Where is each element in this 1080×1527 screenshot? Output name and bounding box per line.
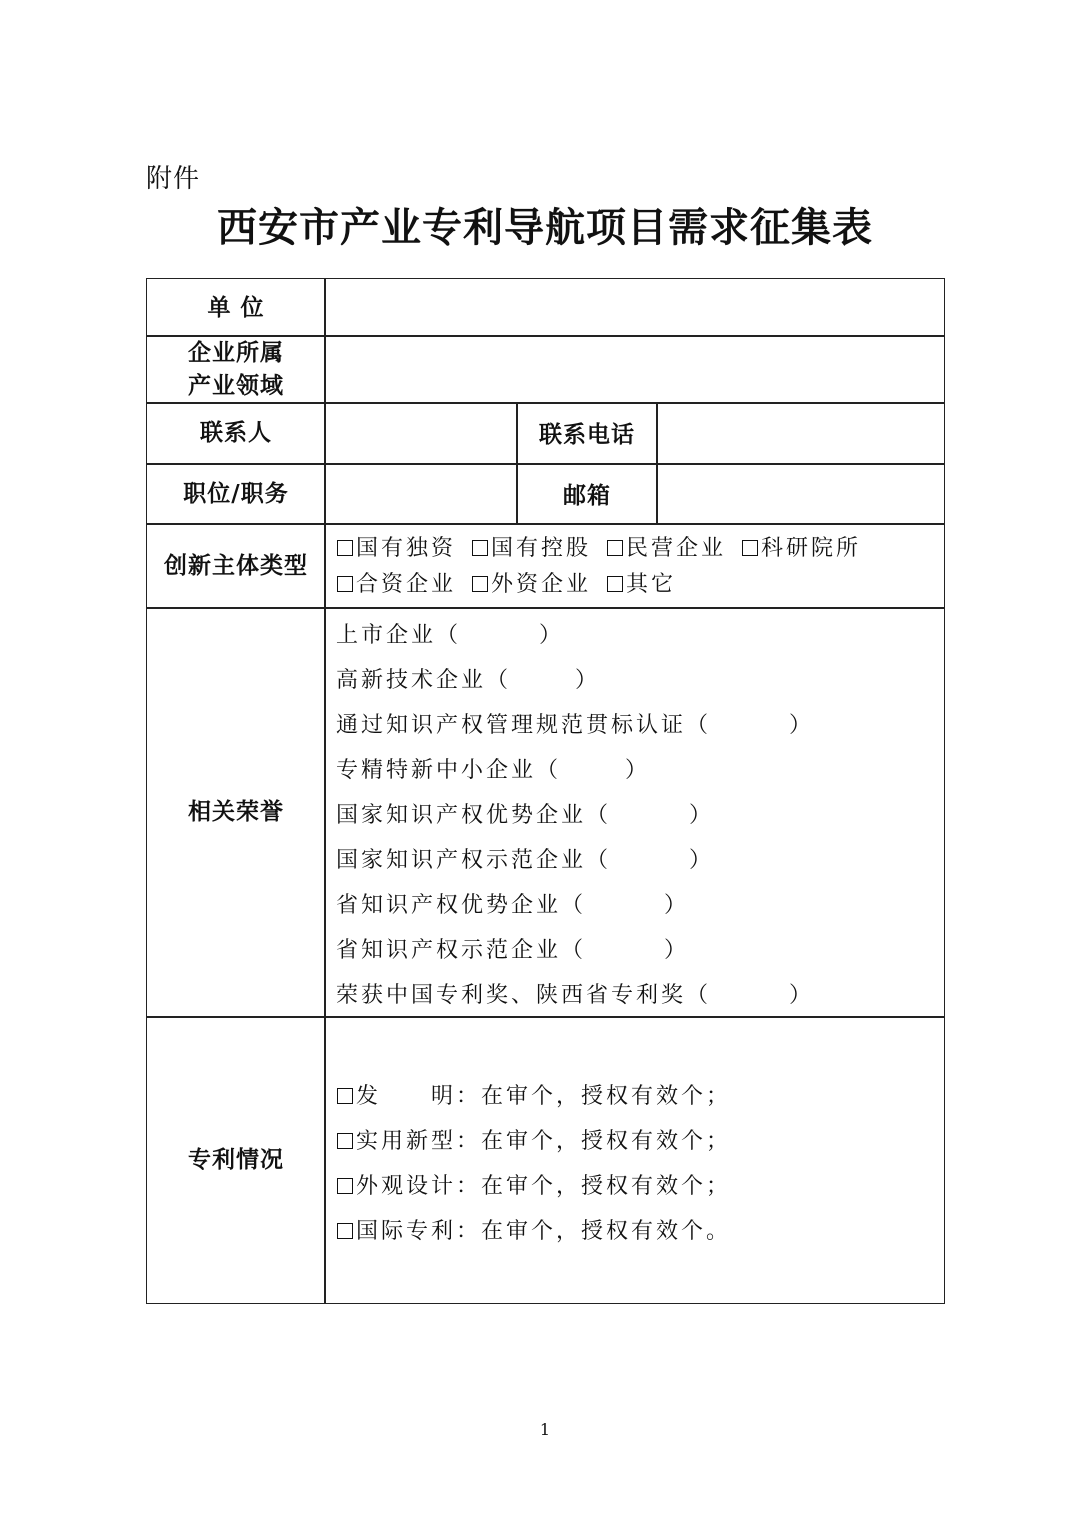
checkbox-icon[interactable] [337,1178,353,1194]
position-field[interactable] [326,465,516,523]
checkbox-icon[interactable] [607,540,623,556]
unit-field[interactable] [326,279,942,335]
honors-label: 相关荣誉 [188,798,284,825]
checkbox-option[interactable]: 合资企业 [337,572,456,597]
unit-label: 单 位 [207,293,265,321]
honor-item: 专精特新中小企业（ ） [336,758,651,783]
attachment-label: 附件 [146,164,201,194]
checkbox-icon[interactable] [742,540,758,556]
checkbox-icon[interactable] [337,1223,353,1239]
checkbox-option[interactable]: 国有控股 [472,536,591,561]
entity-type-label: 创新主体类型 [164,551,308,579]
patent-item[interactable]: 外观设计：在审个，授权有效个； [337,1164,731,1209]
honor-item: 省知识产权优势企业（ ） [336,893,690,918]
honors-list [336,613,814,1018]
page-title: 西安市产业专利导航项目需求征集表 [217,204,873,251]
checkbox-option[interactable]: 国有独资 [337,536,456,561]
checkbox-icon[interactable] [472,576,488,592]
honor-item: 省知识产权示范企业（ ） [336,938,690,963]
patent-label: 专利情况 [188,1146,284,1173]
checkbox-option[interactable]: 科研院所 [742,536,861,561]
checkbox-icon[interactable] [472,540,488,556]
checkbox-icon[interactable] [337,1133,353,1149]
honor-item: 国家知识产权优势企业（ ） [336,803,715,828]
patent-item[interactable]: 发 明：在审个，授权有效个； [337,1074,731,1119]
patent-item[interactable]: 实用新型：在审个，授权有效个； [337,1119,731,1164]
checkbox-option[interactable]: 外资企业 [472,572,591,597]
checkbox-option[interactable]: 其它 [607,572,676,597]
phone-label: 联系电话 [539,421,635,448]
entity-type-options [337,531,861,603]
position-label: 职位/职务 [183,479,289,507]
honor-item: 荣获中国专利奖、陕西省专利奖（ ） [336,983,815,1008]
patent-item[interactable]: 国际专利：在审个，授权有效个。 [337,1209,731,1254]
phone-field[interactable] [658,404,942,463]
honor-item: 国家知识产权示范企业（ ） [336,848,715,873]
patent-list [337,1074,731,1254]
checkbox-icon[interactable] [607,576,623,592]
form-table [146,278,945,1304]
email-label: 邮箱 [563,481,611,509]
contact-label: 联系人 [200,419,272,446]
honor-item: 高新技术企业（ ） [336,668,601,693]
checkbox-option[interactable]: 民营企业 [607,536,726,561]
industry-label: 企业所属 产业领域 [188,338,284,399]
honor-item: 上市企业（ ） [336,623,565,648]
page-number: 1 [539,1420,551,1439]
checkbox-icon[interactable] [337,1088,353,1104]
contact-field[interactable] [326,404,516,463]
honor-item: 通过知识产权管理规范贯标认证（ ） [336,713,815,738]
checkbox-icon[interactable] [337,540,353,556]
checkbox-icon[interactable] [337,576,353,592]
email-field[interactable] [658,465,942,523]
industry-field[interactable] [326,337,942,402]
